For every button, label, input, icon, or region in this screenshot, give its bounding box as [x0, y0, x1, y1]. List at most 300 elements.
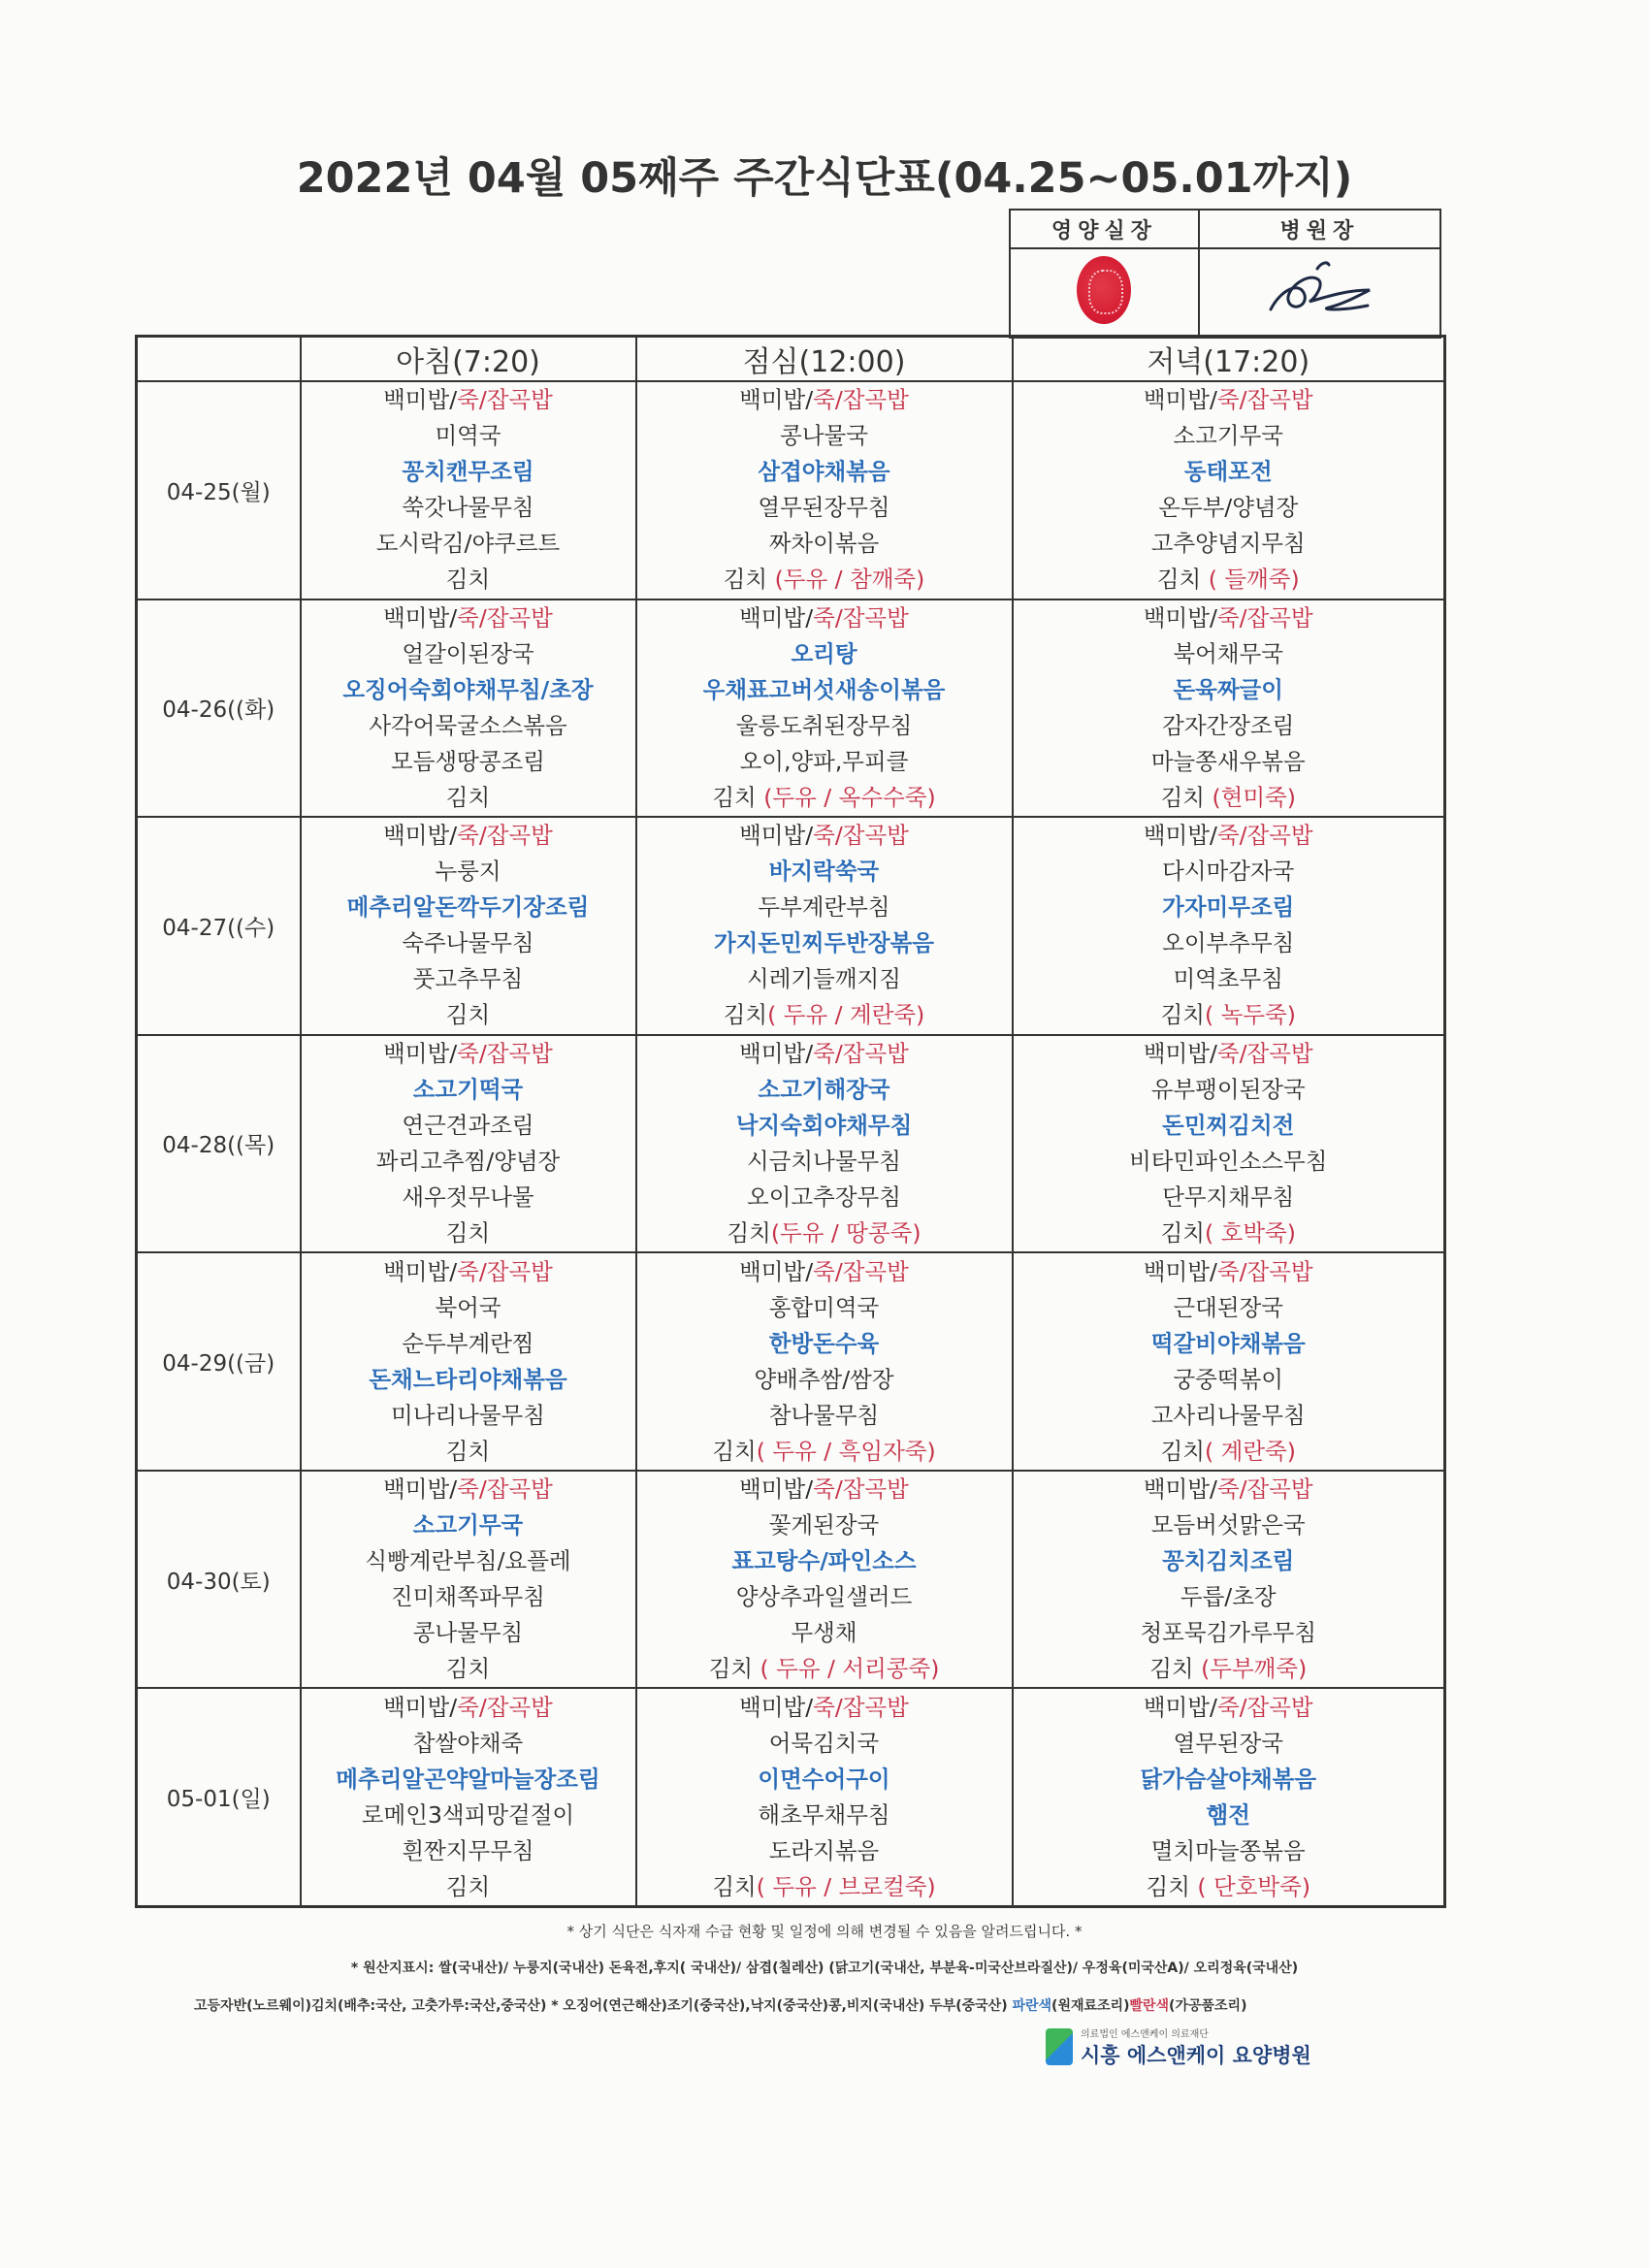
- menu-item: [1014, 562, 1444, 598]
- menu-item: [302, 1215, 635, 1251]
- menu-item-text: 백미밥/: [1143, 822, 1217, 850]
- menu-row: [137, 381, 1445, 599]
- menu-item-option: 죽/잡곡밥: [813, 603, 909, 632]
- menu-item-text: 돈민찌김치전: [1162, 1111, 1295, 1139]
- menu-row: [137, 1035, 1445, 1253]
- menu-item-text: 오이부추무침: [1162, 929, 1295, 957]
- menu-item-text: 식빵계란부침/요플레: [365, 1547, 571, 1575]
- breakfast-cell: [301, 1471, 636, 1689]
- menu-item: [1014, 1108, 1444, 1144]
- menu-item-option: 죽/잡곡밥: [457, 822, 553, 850]
- menu-date: 04-29((금): [137, 1252, 301, 1471]
- menu-item-text: 꽁치김치조림: [1162, 1547, 1295, 1575]
- origin-mid-label: (원재료조리): [1051, 1998, 1130, 2014]
- menu-item-text: 김치: [1156, 566, 1209, 594]
- menu-item-text: 진미채쪽파무침: [391, 1583, 545, 1611]
- menu-item-text: 울릉도취된장무침: [735, 711, 913, 739]
- menu-item-text: 모듬생땅콩조림: [391, 747, 545, 775]
- menu-item: [637, 454, 1012, 490]
- menu-item: [1014, 1690, 1444, 1726]
- hospital-logo-icon: [1046, 2028, 1073, 2065]
- breakfast-cell: [301, 1688, 636, 1906]
- menu-item: [1014, 708, 1444, 744]
- menu-item-text: 미역국: [435, 422, 501, 450]
- menu-item-text: 백미밥/: [383, 1039, 458, 1067]
- menu-item-text: 온두부/양념장: [1158, 494, 1299, 522]
- menu-item: [302, 708, 635, 744]
- menu-item: [637, 1798, 1012, 1833]
- lunch-cell: [636, 1471, 1013, 1689]
- menu-item: [302, 490, 635, 526]
- menu-item: [1014, 526, 1444, 562]
- menu-item-text: 백미밥/: [383, 822, 458, 850]
- hospital-name: 시흥 에스앤케이 요양병원: [1081, 2043, 1311, 2067]
- menu-item-text: 백미밥/: [739, 603, 814, 632]
- menu-item-text: 김치: [1160, 1001, 1205, 1029]
- menu-item: [637, 562, 1012, 598]
- menu-item-text: 김치: [1146, 1872, 1198, 1900]
- approval-box: [1009, 209, 1441, 339]
- menu-item: [637, 1579, 1012, 1615]
- menu-item-text: 바지락쑥국: [768, 858, 880, 886]
- menu-item-text: 짜차이볶음: [768, 530, 880, 558]
- menu-item-text: 김치: [727, 1218, 771, 1247]
- menu-item-text: 숙주나물무침: [402, 929, 534, 957]
- menu-item-text: 소고기무국: [1173, 422, 1283, 450]
- menu-item: [637, 818, 1012, 854]
- menu-item-text: 두부계란부침: [758, 893, 890, 922]
- menu-item-option: (두부깨죽): [1201, 1655, 1308, 1683]
- menu-item-text: 김치: [445, 1001, 491, 1029]
- menu-item-option: 죽/잡곡밥: [813, 1039, 909, 1067]
- menu-item-option: 죽/잡곡밥: [457, 1693, 553, 1721]
- menu-item-text: 백미밥/: [1143, 1039, 1217, 1067]
- menu-item: [302, 672, 635, 708]
- menu-item: [1014, 1036, 1444, 1072]
- menu-item-option: ( 호박죽): [1204, 1218, 1296, 1247]
- menu-item-text: 멸치마늘쫑볶음: [1150, 1836, 1306, 1864]
- menu-item: [1014, 1180, 1444, 1215]
- menu-item-option: 죽/잡곡밥: [1216, 1039, 1313, 1067]
- header-dinner: 저녁(17:20): [1013, 337, 1445, 382]
- menu-item-option: 죽/잡곡밥: [1216, 822, 1313, 850]
- menu-item-text: 김치: [712, 1872, 757, 1900]
- menu-item-text: 북어국: [435, 1293, 501, 1321]
- menu-item-option: 죽/잡곡밥: [457, 1475, 553, 1504]
- menu-item-text: 오리탕: [791, 639, 857, 667]
- menu-item-text: 김치: [708, 1655, 760, 1683]
- menu-item-text: 근대된장국: [1173, 1293, 1283, 1321]
- menu-item: [1014, 1072, 1444, 1108]
- menu-date: 04-28((목): [137, 1035, 301, 1253]
- menu-item-text: 동태포전: [1183, 458, 1273, 486]
- menu-item-text: 가자미무조림: [1162, 893, 1295, 922]
- menu-item-text: 꽈리고추찜/양념장: [375, 1147, 561, 1175]
- menu-item-text: 백미밥/: [383, 1257, 458, 1285]
- menu-item: [637, 636, 1012, 672]
- menu-item-text: 새우젓무나물: [402, 1183, 534, 1211]
- menu-item: [302, 1144, 635, 1180]
- menu-item-text: 참나물무침: [768, 1401, 880, 1429]
- menu-item-text: 북어채무국: [1173, 639, 1283, 667]
- header-date: [137, 337, 301, 382]
- menu-item: [637, 382, 1012, 418]
- menu-item: [302, 1543, 635, 1579]
- menu-item-text: 고사리나물무침: [1150, 1401, 1306, 1429]
- menu-item-text: 백미밥/: [1143, 386, 1217, 414]
- menu-item: [637, 925, 1012, 961]
- menu-item: [1014, 1434, 1444, 1470]
- menu-date: 04-30(토): [137, 1471, 301, 1689]
- origin-blue-label: 파란색: [1012, 1998, 1052, 2014]
- menu-item: [637, 526, 1012, 562]
- menu-item-text: 김치: [712, 1437, 757, 1465]
- menu-item: [1014, 454, 1444, 490]
- menu-item-text: 백미밥/: [383, 1693, 458, 1721]
- menu-item-option: ( 두유 / 계란죽): [767, 1001, 925, 1029]
- menu-item: [1014, 1579, 1444, 1615]
- menu-item: [1014, 1398, 1444, 1434]
- menu-item: [302, 1036, 635, 1072]
- menu-item: [637, 1543, 1012, 1579]
- menu-item: [637, 1833, 1012, 1869]
- menu-item-text: 김치: [445, 1218, 491, 1247]
- menu-item-text: 김치: [1160, 783, 1212, 811]
- dinner-cell: [1013, 1035, 1445, 1253]
- menu-item-text: 유부팽이된장국: [1150, 1075, 1306, 1103]
- menu-item: [1014, 1651, 1444, 1687]
- menu-item: [302, 1180, 635, 1215]
- menu-item: [302, 1833, 635, 1869]
- menu-item: [1014, 418, 1444, 454]
- menu-item-text: 표고탕수/파인소스: [731, 1547, 917, 1575]
- breakfast-cell: [301, 1252, 636, 1471]
- menu-item-text: 오징어숙회야채무침/초장: [342, 675, 594, 703]
- menu-item-text: 백미밥/: [739, 1039, 814, 1067]
- menu-item: [1014, 1144, 1444, 1180]
- menu-item: [1014, 1507, 1444, 1543]
- menu-item-text: 미나리나물무침: [391, 1401, 545, 1429]
- menu-item-text: 백미밥/: [1143, 1257, 1217, 1285]
- menu-item-text: 백미밥/: [739, 822, 814, 850]
- menu-item: [637, 1036, 1012, 1072]
- menu-item-text: 돈채느타리야채볶음: [369, 1365, 567, 1393]
- menu-item: [302, 1579, 635, 1615]
- menu-item-text: 김치: [723, 566, 775, 594]
- menu-item-text: 사각어묵굴소스볶음: [369, 711, 567, 739]
- menu-item: [302, 418, 635, 454]
- menu-item: [637, 1434, 1012, 1470]
- menu-item: [302, 854, 635, 890]
- menu-date: 05-01(일): [137, 1688, 301, 1906]
- menu-item-text: 백미밥/: [383, 386, 458, 414]
- menu-item: [302, 1651, 635, 1687]
- menu-item: [302, 1762, 635, 1798]
- menu-item: [1014, 854, 1444, 890]
- menu-item: [637, 1072, 1012, 1108]
- menu-item: [1014, 1362, 1444, 1398]
- menu-item: [637, 1254, 1012, 1290]
- breakfast-cell: [301, 817, 636, 1035]
- menu-item-text: 두릅/초장: [1180, 1583, 1277, 1611]
- menu-item: [637, 1762, 1012, 1798]
- menu-item-text: 풋고추무침: [412, 965, 524, 993]
- menu-item: [637, 1290, 1012, 1326]
- menu-item: [637, 600, 1012, 636]
- menu-item-text: 도시락김/야쿠르트: [375, 530, 561, 558]
- menu-item-text: 로메인3색피망겉절이: [361, 1800, 575, 1829]
- menu-item-text: 돈육짜글이: [1173, 675, 1283, 703]
- menu-date: 04-27((수): [137, 817, 301, 1035]
- menu-item: [1014, 1472, 1444, 1507]
- menu-item-text: 감자간장조림: [1162, 711, 1295, 739]
- breakfast-cell: [301, 381, 636, 599]
- menu-item-option: 죽/잡곡밥: [813, 1475, 909, 1504]
- menu-item: [1014, 1869, 1444, 1905]
- approval-header-nutrition: 영양실장: [1010, 210, 1199, 248]
- menu-item: [637, 1615, 1012, 1651]
- menu-item: [1014, 1254, 1444, 1290]
- menu-item-option: 죽/잡곡밥: [457, 386, 553, 414]
- menu-item-option: ( 두유 / 흑임자죽): [756, 1437, 936, 1465]
- menu-item: [302, 1472, 635, 1507]
- menu-item: [637, 1507, 1012, 1543]
- menu-item: [302, 1798, 635, 1833]
- menu-item-text: 백미밥/: [1143, 1475, 1217, 1504]
- menu-item: [637, 1472, 1012, 1507]
- menu-item: [1014, 672, 1444, 708]
- menu-item-text: 김치: [445, 1872, 491, 1900]
- menu-item: [1014, 1726, 1444, 1762]
- menu-item: [1014, 1215, 1444, 1251]
- menu-item-text: 소고기무국: [412, 1511, 524, 1539]
- menu-item: [302, 562, 635, 598]
- menu-item: [637, 1651, 1012, 1687]
- menu-item: [637, 961, 1012, 997]
- change-notice: * 상기 식단은 식자재 수급 현황 및 일정에 의해 변경될 수 있음을 알려드립니다. *: [566, 1923, 1083, 1940]
- menu-item-text: 궁중떡볶이: [1173, 1365, 1283, 1393]
- menu-item-option: 죽/잡곡밥: [813, 822, 909, 850]
- handwritten-signature: [1251, 251, 1387, 329]
- menu-item-text: 백미밥/: [383, 1475, 458, 1504]
- menu-item: [637, 418, 1012, 454]
- menu-row: [137, 1471, 1445, 1689]
- menu-item: [637, 672, 1012, 708]
- menu-item: [1014, 744, 1444, 780]
- menu-item: [1014, 1615, 1444, 1651]
- weekly-menu-table: [135, 335, 1446, 1908]
- menu-item-text: 김치: [445, 1437, 491, 1465]
- dinner-cell: [1013, 1252, 1445, 1471]
- menu-item-option: ( 단호박죽): [1197, 1872, 1310, 1900]
- menu-item: [302, 744, 635, 780]
- menu-item-text: 흰짠지무무침: [402, 1836, 534, 1864]
- menu-item: [302, 1290, 635, 1326]
- dinner-cell: [1013, 1688, 1445, 1906]
- menu-item: [1014, 997, 1444, 1033]
- menu-date: 04-26((화): [137, 599, 301, 818]
- menu-item-text: 한방돈수육: [768, 1329, 880, 1357]
- menu-item: [637, 1180, 1012, 1215]
- menu-item-text: 미역초무침: [1173, 965, 1283, 993]
- dinner-cell: [1013, 599, 1445, 818]
- menu-item: [1014, 961, 1444, 997]
- menu-item: [1014, 925, 1444, 961]
- menu-item-text: 모듬버섯맑은국: [1150, 1511, 1306, 1539]
- menu-item-text: 김치: [445, 783, 491, 811]
- header-lunch: 점심(12:00): [636, 337, 1013, 382]
- menu-item: [302, 925, 635, 961]
- menu-item: [1014, 636, 1444, 672]
- menu-item-text: 낙지숙회야채무침: [735, 1111, 913, 1139]
- menu-item: [637, 490, 1012, 526]
- menu-item: [1014, 382, 1444, 418]
- menu-item: [1014, 490, 1444, 526]
- menu-item-text: 콩나물무침: [412, 1619, 524, 1647]
- origin-red-label: 빨란색: [1129, 1998, 1170, 2014]
- menu-item-text: 김치: [445, 1655, 491, 1683]
- menu-item-text: 오이고추장무침: [747, 1183, 901, 1211]
- menu-item-text: 소고기해장국: [758, 1075, 890, 1103]
- menu-item: [302, 961, 635, 997]
- menu-item: [302, 1615, 635, 1651]
- menu-item: [302, 780, 635, 816]
- menu-item: [302, 997, 635, 1033]
- header-breakfast: 아침(7:20): [301, 337, 636, 382]
- menu-item-text: 홍합미역국: [768, 1293, 880, 1321]
- menu-item: [302, 1690, 635, 1726]
- menu-item-text: 청포묵김가루무침: [1140, 1619, 1317, 1647]
- menu-item-text: 마늘쫑새우볶음: [1150, 747, 1306, 775]
- menu-item-text: 콩나물국: [780, 422, 868, 450]
- menu-item: [302, 1254, 635, 1290]
- menu-item: [302, 1869, 635, 1905]
- menu-item: [1014, 1543, 1444, 1579]
- menu-item: [637, 1398, 1012, 1434]
- menu-item: [637, 744, 1012, 780]
- menu-item-option: 죽/잡곡밥: [457, 1257, 553, 1285]
- menu-item-text: 메추리알곤약알마늘장조림: [336, 1765, 600, 1793]
- menu-item-text: 찹쌀야채죽: [412, 1729, 524, 1757]
- page-title: 2022년 04월 05째주 주간식단표(04.25~05.01까지): [296, 154, 1353, 203]
- menu-item-option: (두유 / 땅콩죽): [770, 1218, 922, 1247]
- menu-row: [137, 817, 1445, 1035]
- menu-date: 04-25(월): [137, 381, 301, 599]
- lunch-cell: [636, 817, 1013, 1035]
- menu-body: [137, 381, 1445, 1907]
- menu-item-option: 죽/잡곡밥: [457, 1039, 553, 1067]
- menu-item-option: ( 두유 / 서리콩죽): [760, 1655, 940, 1683]
- menu-item-text: 어묵김치국: [768, 1729, 880, 1757]
- menu-item: [1014, 600, 1444, 636]
- hospital-foundation-name: 의료법인 에스앤케이 의료재단: [1081, 2028, 1209, 2040]
- menu-item-option: 죽/잡곡밥: [1216, 1257, 1313, 1285]
- menu-item-option: 죽/잡곡밥: [1216, 603, 1313, 632]
- menu-item-text: 비타민파인소스무침: [1129, 1147, 1328, 1175]
- menu-item-text: 연근견과조림: [402, 1111, 534, 1139]
- menu-item: [1014, 1798, 1444, 1833]
- menu-item-text: 해초무채무침: [758, 1800, 890, 1829]
- menu-item-text: 오이,양파,무피클: [739, 747, 909, 775]
- menu-row: [137, 1252, 1445, 1471]
- approval-stamp-cell: [1010, 248, 1199, 338]
- menu-row: [137, 599, 1445, 818]
- menu-item: [637, 1869, 1012, 1905]
- lunch-cell: [636, 1035, 1013, 1253]
- menu-item-option: 죽/잡곡밥: [1216, 386, 1313, 414]
- dinner-cell: [1013, 817, 1445, 1035]
- origin-notice-line1: * 원산지표시: 쌀(국내산)/ 누룽지(국내산) 돈육전,후지( 국내산)/ 삼겹(칠레산) (닭고기(국내산, 부분육-미국산브라질산)/ 우정육(미국산A)/ 오리정육(국내산): [350, 1960, 1299, 1976]
- menu-item: [637, 780, 1012, 816]
- menu-item-text: 김치: [1160, 1437, 1205, 1465]
- menu-item: [637, 708, 1012, 744]
- menu-item: [1014, 818, 1444, 854]
- menu-item-text: 순두부계란찜: [402, 1329, 534, 1357]
- menu-item: [1014, 1290, 1444, 1326]
- menu-item-text: 김치: [1160, 1218, 1205, 1247]
- menu-item-option: ( 두유 / 브로컬죽): [756, 1872, 936, 1900]
- menu-item: [637, 1326, 1012, 1362]
- menu-item-text: 백미밥/: [739, 1257, 814, 1285]
- dinner-cell: [1013, 1471, 1445, 1689]
- hospital-logo: [1046, 2024, 1311, 2070]
- menu-item-text: 꽃게된장국: [768, 1511, 880, 1539]
- menu-item: [637, 854, 1012, 890]
- menu-item: [637, 1690, 1012, 1726]
- menu-item-option: 죽/잡곡밥: [813, 1257, 909, 1285]
- menu-item-text: 소고기떡국: [412, 1075, 524, 1103]
- menu-item-text: 햄전: [1206, 1800, 1250, 1829]
- menu-item-text: 백미밥/: [739, 1475, 814, 1504]
- menu-item-option: (두유 / 참깨죽): [774, 566, 925, 594]
- menu-item: [302, 382, 635, 418]
- menu-item: [302, 1108, 635, 1144]
- menu-item-text: 열무된장국: [1173, 1729, 1283, 1757]
- approval-signature-cell: [1199, 248, 1440, 338]
- menu-item-option: ( 들깨죽): [1208, 566, 1300, 594]
- menu-item: [1014, 1833, 1444, 1869]
- dinner-cell: [1013, 381, 1445, 599]
- menu-item: [637, 890, 1012, 925]
- menu-item: [637, 1144, 1012, 1180]
- menu-item-text: 김치: [723, 1001, 768, 1029]
- menu-item: [302, 1326, 635, 1362]
- menu-item-text: 무생채: [791, 1619, 857, 1647]
- menu-item: [1014, 890, 1444, 925]
- approval-header-director: 병원장: [1199, 210, 1440, 248]
- breakfast-cell: [301, 1035, 636, 1253]
- menu-item-text: 이면수어구이: [758, 1765, 890, 1793]
- menu-item-text: 백미밥/: [739, 1693, 814, 1721]
- menu-item-text: 가지돈민찌두반장볶음: [713, 929, 934, 957]
- menu-item-text: 꽁치캔무조림: [402, 458, 534, 486]
- menu-item-text: 양배추쌈/쌈장: [754, 1365, 894, 1393]
- menu-item-text: 백미밥/: [1143, 1693, 1217, 1721]
- origin-line2-start: 고등자반(노르웨이)김치(배추:국산, 고춧가루:국산,중국산) * 오징어(연근해산)조기(중국산),낙지(중국산)콩,비지(국내산) 두부(중국산): [194, 1998, 1013, 2014]
- menu-item-text: 시레기들깨지짐: [747, 965, 901, 993]
- menu-item: [302, 454, 635, 490]
- menu-item: [637, 997, 1012, 1033]
- menu-item-text: 누룽지: [435, 858, 501, 886]
- menu-item: [637, 1215, 1012, 1251]
- breakfast-cell: [301, 599, 636, 818]
- menu-item-option: (두유 / 옥수수죽): [763, 783, 936, 811]
- menu-item-option: ( 녹두죽): [1204, 1001, 1296, 1029]
- menu-item-text: 닭가슴살야채볶음: [1140, 1765, 1317, 1793]
- lunch-cell: [636, 1688, 1013, 1906]
- menu-item-text: 김치: [712, 783, 764, 811]
- menu-item: [302, 526, 635, 562]
